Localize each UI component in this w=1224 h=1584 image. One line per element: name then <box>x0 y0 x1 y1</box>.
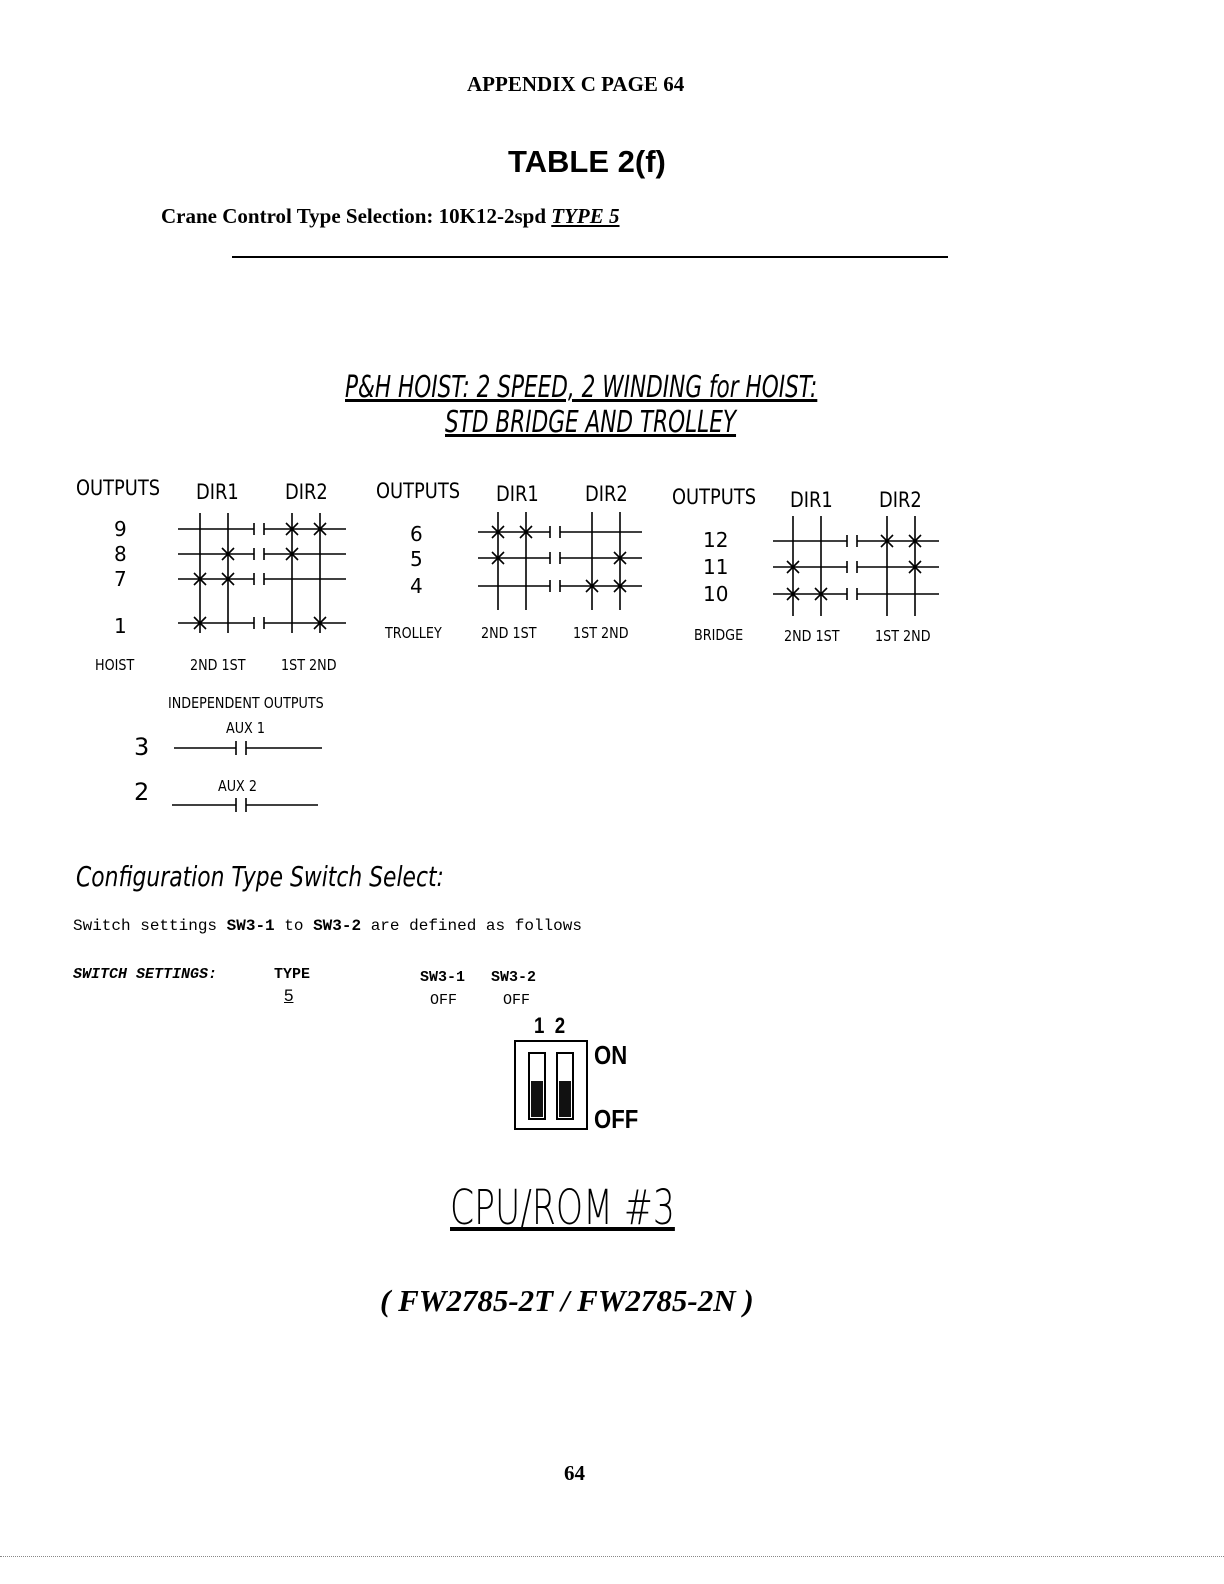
hoist-row-label: 8 <box>114 542 127 566</box>
off-label: OFF <box>594 1104 639 1134</box>
section-title-line1: P&H HOIST: 2 SPEED, 2 WINDING for HOIST: <box>345 370 818 405</box>
on-label: ON <box>594 1040 628 1070</box>
desc-part: are defined as follows <box>370 917 582 935</box>
dip-switch-2-knob <box>559 1081 571 1117</box>
trolley-col1-label: 2ND 1ST <box>481 624 537 642</box>
trolley-outputs-label: OUTPUTS <box>376 479 461 503</box>
bridge-dir1-label: DIR1 <box>790 488 833 512</box>
trolley-name: TROLLEY <box>385 624 442 642</box>
desc-sw2: SW3-2 <box>313 917 362 935</box>
dip-switch-body <box>514 1040 588 1130</box>
trolley-col2-label: 1ST 2ND <box>573 624 629 642</box>
switch-settings-label: SWITCH SETTINGS: <box>73 966 218 983</box>
aux-1-label: AUX 1 <box>226 719 265 737</box>
hoist-dir1-label: DIR1 <box>196 480 239 504</box>
hoist-row-label: 1 <box>114 614 127 638</box>
scan-edge <box>0 1556 1224 1557</box>
hoist-dir2-label: DIR2 <box>285 480 328 504</box>
independent-outputs-label: INDEPENDENT OUTPUTS <box>168 694 324 712</box>
sw2-value: OFF <box>503 992 531 1009</box>
bridge-outputs-label: OUTPUTS <box>672 485 757 509</box>
bridge-row-label: 12 <box>703 528 729 552</box>
hoist-row-label: 9 <box>114 517 127 541</box>
firmware-label: ( FW2785-2T / FW2785-2N ) <box>380 1283 754 1318</box>
sw2-label: SW3-2 <box>491 969 537 986</box>
hoist-row-label: 7 <box>114 567 127 591</box>
bridge-row-label: 10 <box>703 582 729 606</box>
dip-switch-1-knob <box>531 1081 543 1117</box>
hoist-col2-label: 1ST 2ND <box>281 656 337 674</box>
aux-1-number: 3 <box>134 733 150 761</box>
bridge-dir2-label: DIR2 <box>879 488 922 512</box>
section-title-line2: STD BRIDGE AND TROLLEY <box>445 405 737 440</box>
trolley-row-label: 4 <box>410 574 423 598</box>
bridge-col2-label: 1ST 2ND <box>875 627 931 645</box>
bridge-col1-label: 2ND 1ST <box>784 627 840 645</box>
config-description <box>73 917 582 935</box>
hoist-col1-label: 2ND 1ST <box>190 656 246 674</box>
sw1-label: SW3-1 <box>420 969 466 986</box>
type-label: TYPE <box>274 966 311 983</box>
sw1-value: OFF <box>430 992 458 1009</box>
bridge-contact-grid <box>765 512 950 624</box>
desc-sw1: SW3-1 <box>226 917 275 935</box>
appendix-header: APPENDIX C PAGE 64 <box>467 72 685 96</box>
trolley-row-label: 6 <box>410 522 423 546</box>
bridge-name: BRIDGE <box>694 626 744 644</box>
trolley-dir1-label: DIR1 <box>496 482 539 506</box>
dip-switch-2 <box>556 1052 574 1120</box>
title-rule <box>232 256 948 258</box>
trolley-contact-grid <box>470 508 655 618</box>
hoist-contact-grid <box>170 505 355 645</box>
config-heading: Configuration Type Switch Select: <box>76 860 444 893</box>
desc-part: Switch settings <box>73 917 218 935</box>
table-title: TABLE 2(f) <box>508 144 666 179</box>
subtitle-prefix: Crane Control Type Selection: 10K12-2spd <box>161 204 547 228</box>
cpu-rom-label: CPU/ROM #3 <box>450 1180 675 1236</box>
hoist-outputs-label: OUTPUTS <box>76 476 161 500</box>
aux-2-number: 2 <box>134 778 150 806</box>
dip-switch-1 <box>528 1052 546 1120</box>
hoist-name: HOIST <box>95 656 135 674</box>
trolley-dir2-label: DIR2 <box>585 482 628 506</box>
switch-numbers: 1 2 <box>534 1013 566 1038</box>
bridge-row-label: 11 <box>703 555 729 579</box>
aux-contacts <box>170 735 330 815</box>
subtitle-type: TYPE 5 <box>551 204 620 228</box>
aux-2-label: AUX 2 <box>218 777 257 795</box>
trolley-row-label: 5 <box>410 547 423 571</box>
desc-part: to <box>284 917 304 935</box>
type-value: 5 <box>284 986 294 1005</box>
page-number: 64 <box>564 1461 585 1485</box>
subtitle <box>161 204 620 229</box>
